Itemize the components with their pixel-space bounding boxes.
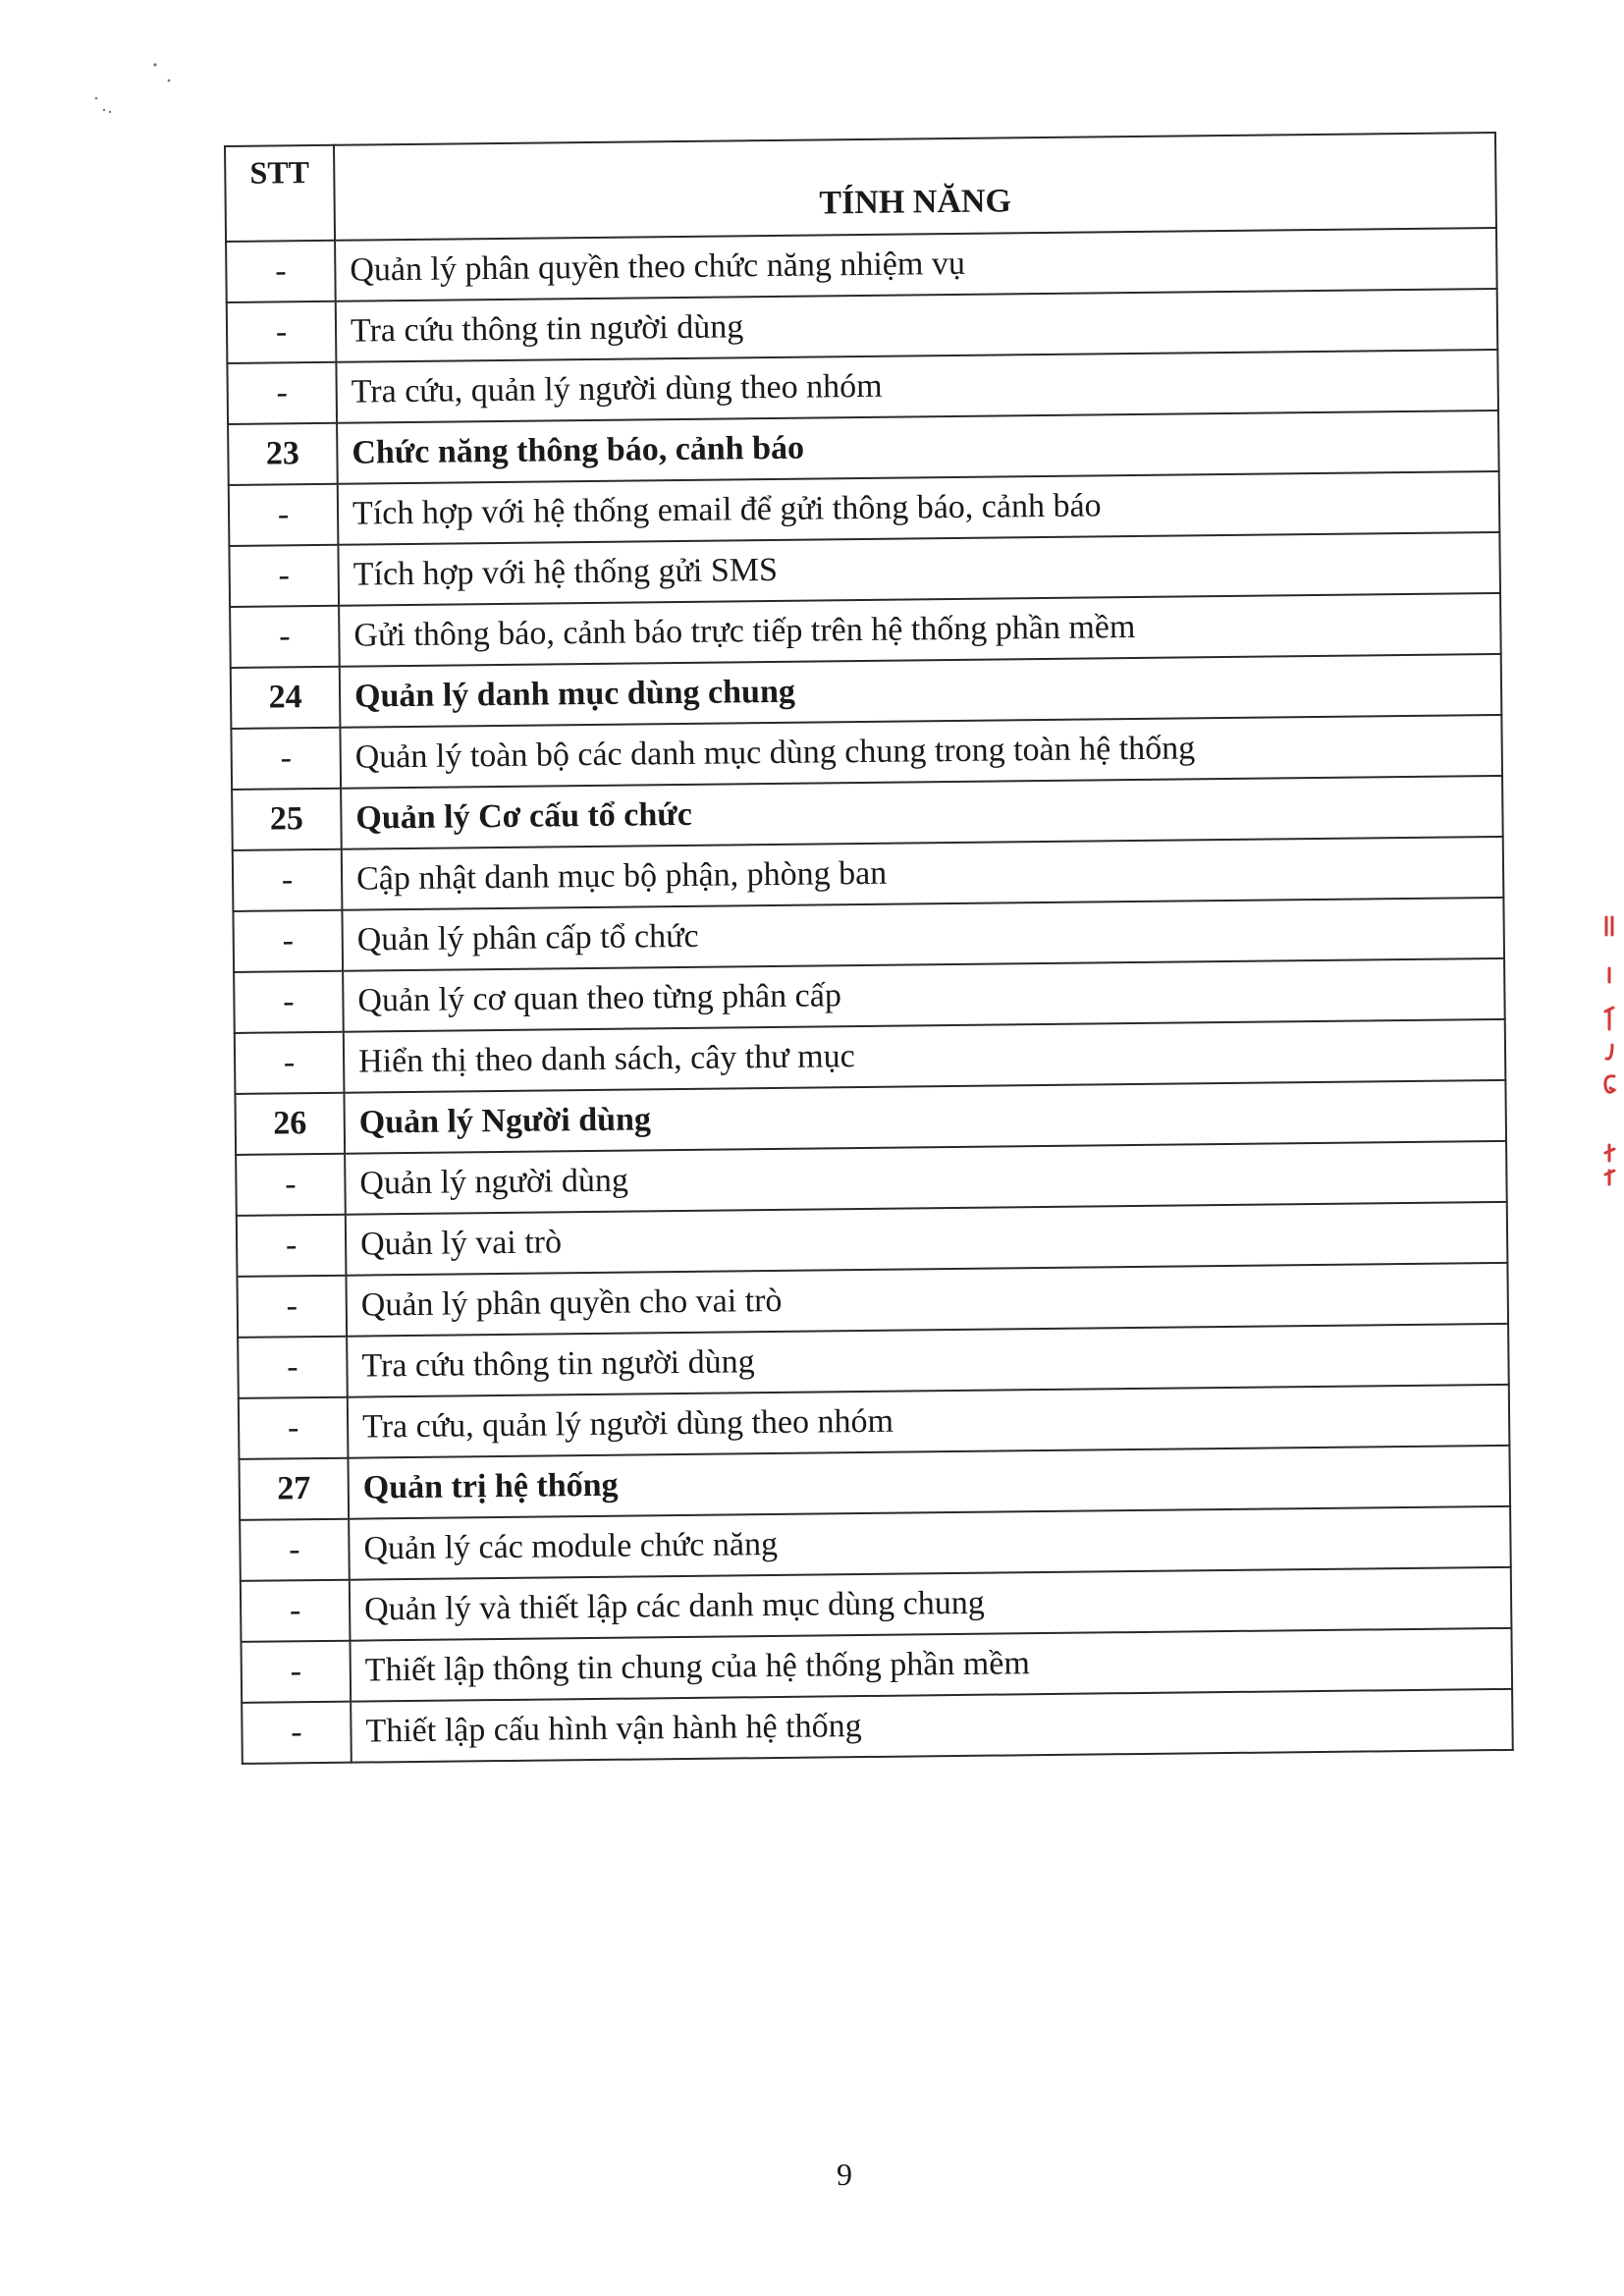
row-bullet: - (239, 1397, 349, 1459)
row-bullet: - (227, 362, 337, 424)
features-table (224, 132, 1514, 1765)
section-number: 25 (232, 789, 342, 850)
feature-text: Quản lý phân cấp tổ chức (342, 898, 1504, 971)
header-stt: STT (225, 145, 335, 242)
section-number: 26 (235, 1093, 345, 1155)
feature-text: Tra cứu, quản lý người dùng theo nhóm (336, 350, 1498, 423)
table-row (242, 1689, 1513, 1764)
feature-text: Quản lý vai trò (346, 1202, 1508, 1276)
feature-text: Tích hợp với hệ thống gửi SMS (338, 532, 1500, 606)
section-number: 24 (231, 667, 341, 729)
feature-text: Quản lý phân quyền cho vai trò (346, 1263, 1508, 1337)
feature-text: Cập nhật danh mục bộ phận, phòng ban (342, 837, 1504, 910)
row-bullet: - (242, 1702, 352, 1764)
page-number: 9 (837, 2157, 852, 2192)
feature-text: Quản lý phân quyền theo chức năng nhiệm vụ (335, 228, 1497, 301)
header-feature: TÍNH NĂNG (334, 133, 1496, 241)
section-number: 23 (228, 423, 338, 485)
red-stamp-mark (1598, 913, 1622, 1208)
row-bullet: - (234, 971, 344, 1033)
section-number: 27 (239, 1458, 349, 1520)
row-bullet: - (241, 1641, 351, 1703)
row-bullet: - (237, 1215, 347, 1277)
row-bullet: - (227, 301, 337, 363)
section-title: Quản lý danh mục dùng chung (340, 654, 1502, 728)
row-bullet: - (229, 545, 339, 607)
feature-text: Tích hợp với hệ thống email để gửi thông báo, cảnh báo (338, 471, 1500, 545)
section-title: Quản lý Người dùng (344, 1080, 1506, 1154)
section-title: Quản trị hệ thống (348, 1446, 1510, 1519)
table-header-row (225, 133, 1496, 242)
row-bullet: - (240, 1519, 350, 1581)
scan-specks (90, 59, 179, 128)
row-bullet: - (231, 728, 341, 790)
row-bullet: - (233, 849, 343, 911)
section-title: Chức năng thông báo, cảnh báo (337, 410, 1499, 484)
feature-text: Tra cứu thông tin người dùng (347, 1324, 1509, 1397)
row-bullet: - (226, 241, 336, 302)
feature-text: Gửi thông báo, cảnh báo trực tiếp trên hệ thống phần mềm (339, 593, 1501, 667)
feature-text: Quản lý cơ quan theo từng phân cấp (343, 958, 1505, 1032)
row-bullet: - (237, 1276, 347, 1338)
row-bullet: - (233, 910, 343, 972)
row-bullet: - (238, 1337, 348, 1398)
row-bullet: - (236, 1154, 346, 1216)
row-bullet: - (241, 1580, 351, 1642)
feature-text: Tra cứu, quản lý người dùng theo nhóm (348, 1385, 1510, 1458)
feature-text: Quản lý người dùng (345, 1141, 1507, 1215)
feature-text: Tra cứu thông tin người dùng (336, 289, 1498, 362)
section-title: Quản lý Cơ cấu tổ chức (341, 776, 1503, 849)
feature-text: Quản lý toàn bộ các danh mục dùng chung trong toàn hệ thống (340, 715, 1502, 789)
row-bullet: - (229, 484, 339, 546)
row-bullet: - (230, 606, 340, 668)
table-body (226, 228, 1513, 1764)
feature-text: Quản lý các module chức năng (349, 1506, 1511, 1580)
feature-text: Quản lý và thiết lập các danh mục dùng chung (350, 1567, 1512, 1641)
feature-text: Thiết lập cấu hình vận hành hệ thống (351, 1689, 1513, 1763)
feature-text: Thiết lập thông tin chung của hệ thống phần mềm (350, 1628, 1512, 1702)
features-table-container (224, 132, 1514, 1765)
row-bullet: - (235, 1032, 345, 1094)
feature-text: Hiển thị theo danh sách, cây thư mục (344, 1019, 1506, 1093)
